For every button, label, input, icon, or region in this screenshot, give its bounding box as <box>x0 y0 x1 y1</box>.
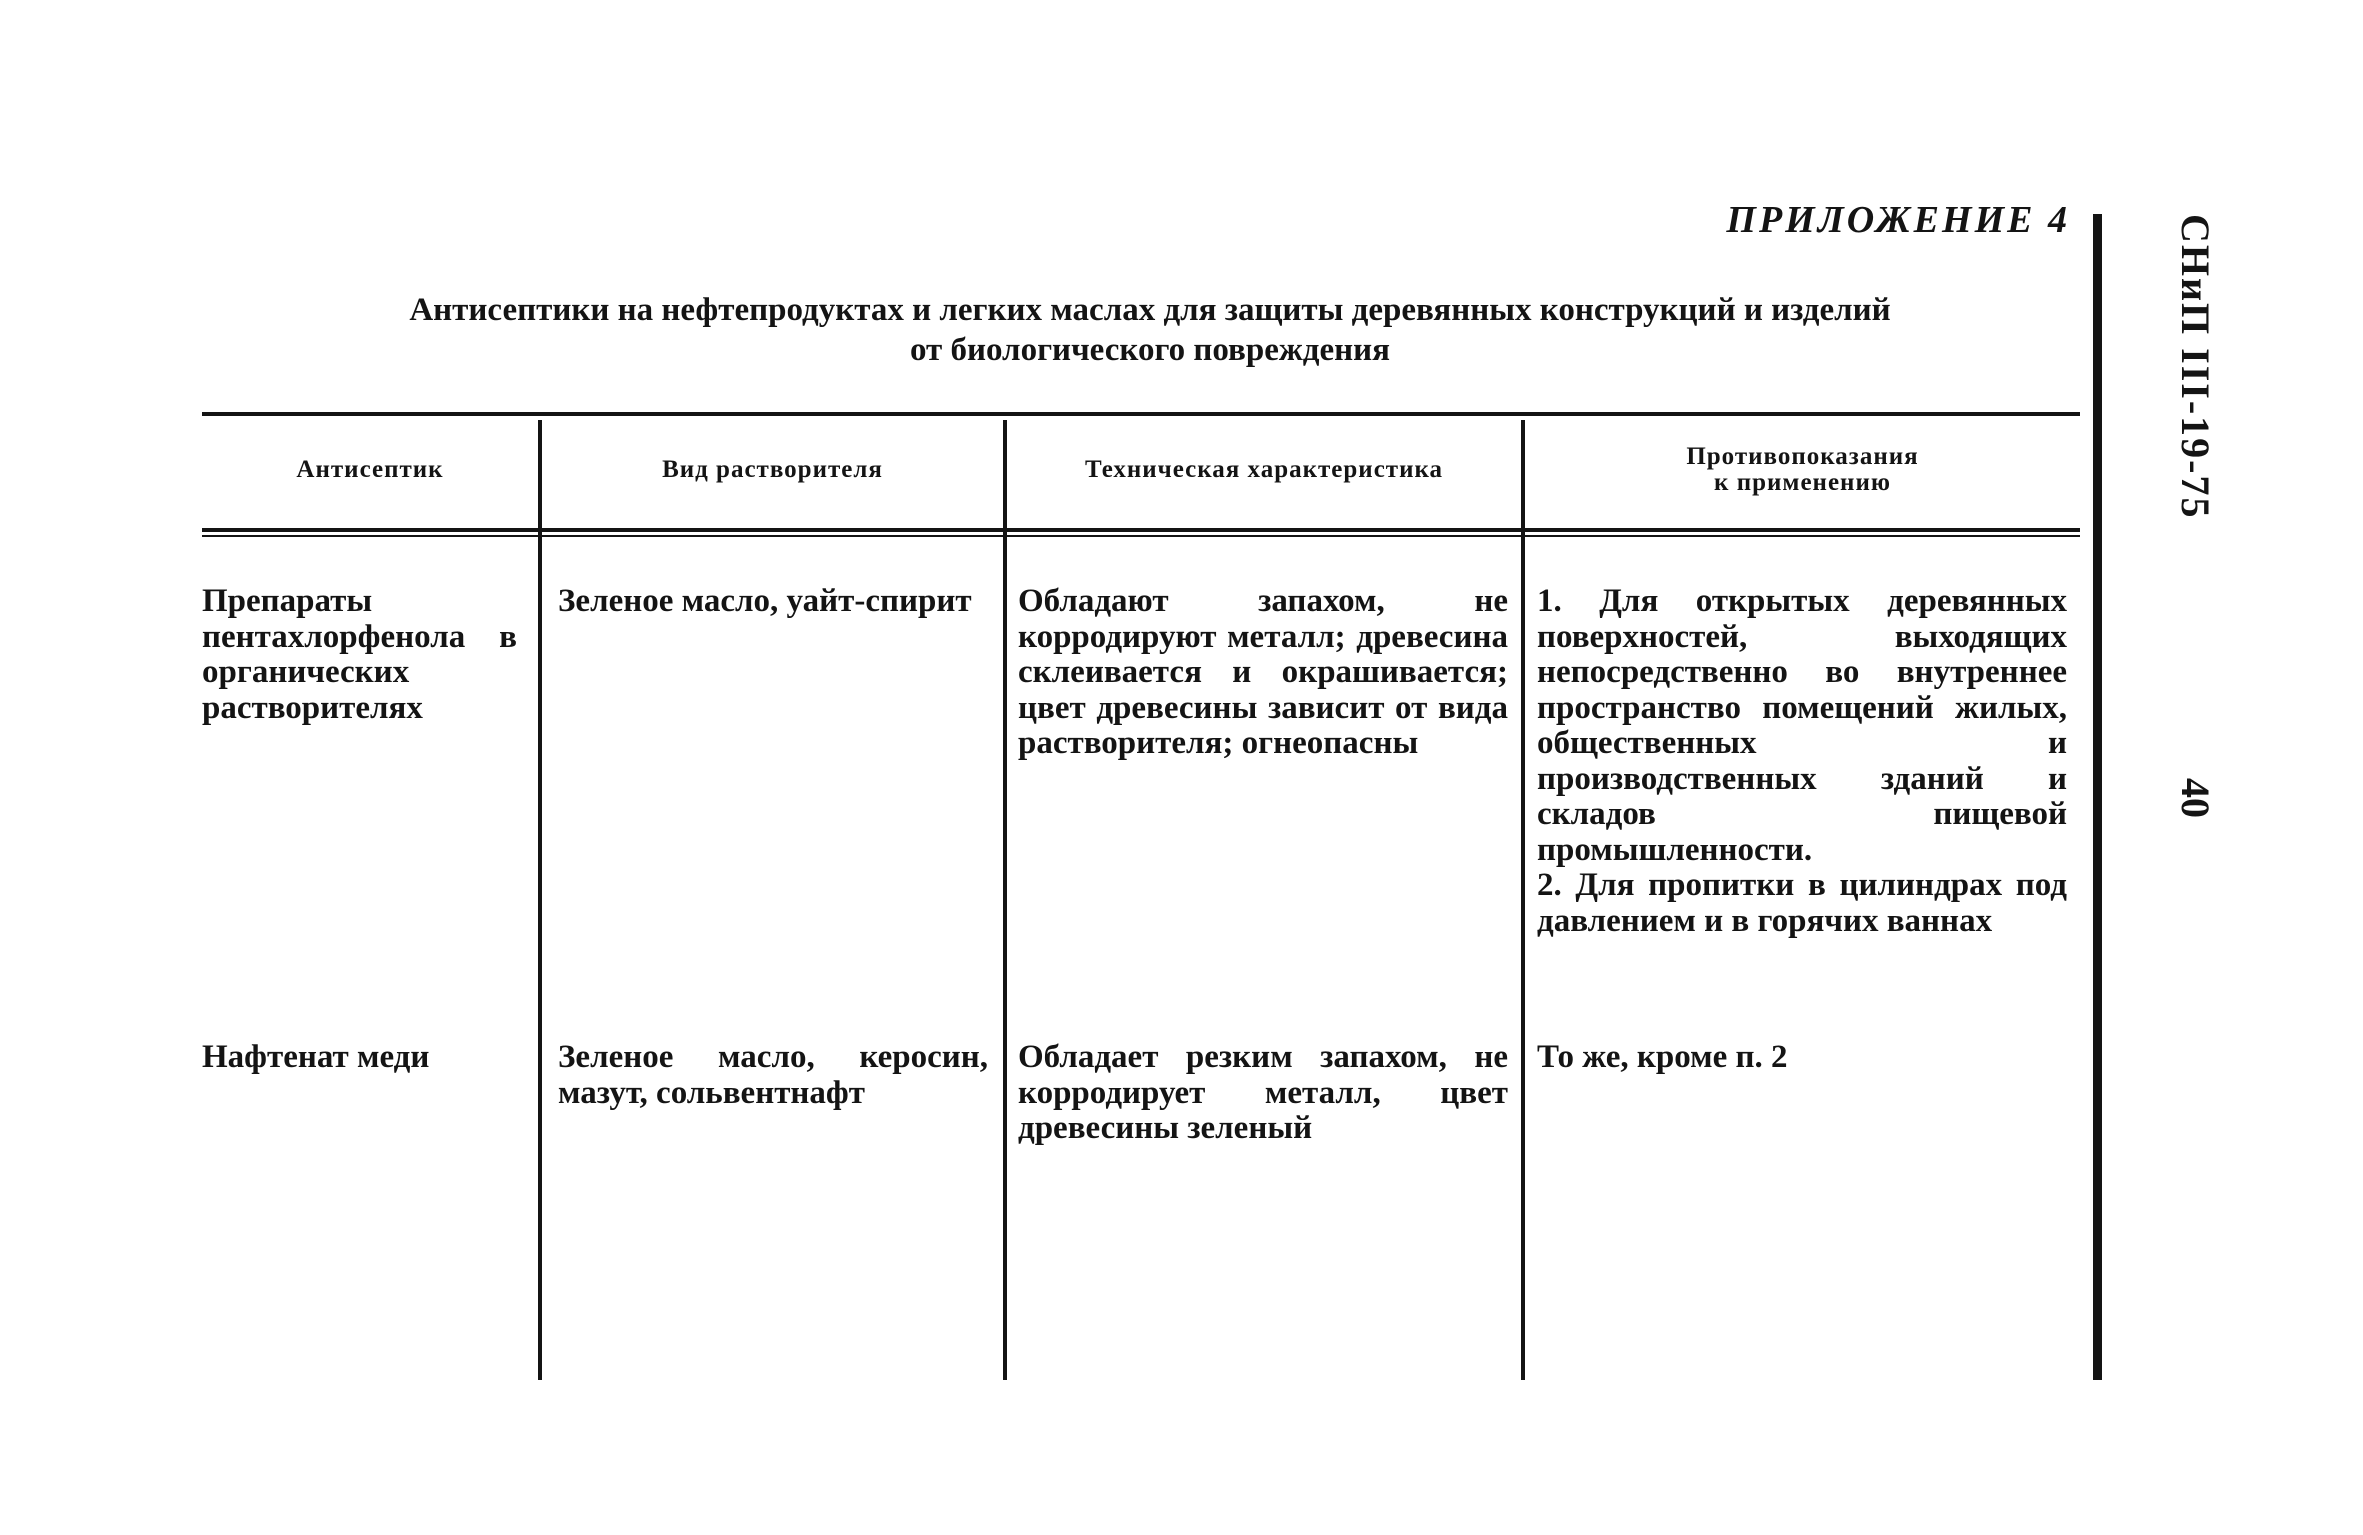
row2-solvent: Зеленое масло, керосин, мазут, сольвентнафт <box>558 1039 988 1111</box>
title-line-2: от биологического повреждения <box>909 332 1391 368</box>
row2-antiseptic: Нафтенат меди <box>202 1039 430 1075</box>
column-divider-2 <box>1003 420 1007 1380</box>
title-line-1: Антисептики на нефтепродуктах и легких маслах для защиты деревянных конструкций и изделий <box>409 292 1891 328</box>
contraindication-item-1: 1. Для открытых деревянных поверхностей, выходящих непосредственно во внутреннее пространство помещений жилых, общественных и производственных зданий и складов пищевой промышленности. <box>1537 583 2067 868</box>
contraindication-item-1: То же, кроме п. 2 <box>1537 1039 1788 1075</box>
header-line-1: Противопоказания <box>1686 443 1919 470</box>
column-header-contraindications <box>1525 420 2080 520</box>
column-header-characteristics: Техническая характеристика <box>1085 456 1443 483</box>
row1-antiseptic: Препараты пентахлорфенола в органических растворителях <box>202 583 517 726</box>
margin-rule <box>2093 214 2102 1380</box>
appendix-label: ПРИЛОЖЕНИЕ 4 <box>1726 199 2070 241</box>
table-top-rule <box>202 412 2080 416</box>
page-number: 40 <box>2173 778 2218 818</box>
document-code: СНиП III-19-75 <box>2173 214 2218 520</box>
contraindication-item-2: 2. Для пропитки в цилиндрах под давлением и в горячих ваннах <box>1537 867 2067 939</box>
column-header-antiseptic: Антисептик <box>296 456 444 483</box>
header-line-2: к применению <box>1714 469 1891 496</box>
column-divider-1 <box>538 420 542 1380</box>
header-bottom-rule-thin <box>202 535 2080 537</box>
document-title <box>210 290 2090 370</box>
column-divider-3 <box>1521 420 1525 1380</box>
row2-characteristics: Обладает резким запахом, не корродирует металл, цвет древесины зеленый <box>1018 1039 1508 1146</box>
header-bottom-rule <box>202 528 2080 532</box>
row1-solvent: Зеленое масло, уайт-спирит <box>558 583 972 619</box>
column-header-solvent: Вид растворителя <box>662 456 883 483</box>
row1-contraindications <box>1537 584 2067 939</box>
row2-contraindications <box>1537 1040 2067 1076</box>
row1-characteristics: Обладают запахом, не корродируют металл; древесина склеивается и окрашивается; цвет древесины зависит от вида растворителя; огнеопасны <box>1018 583 1508 761</box>
